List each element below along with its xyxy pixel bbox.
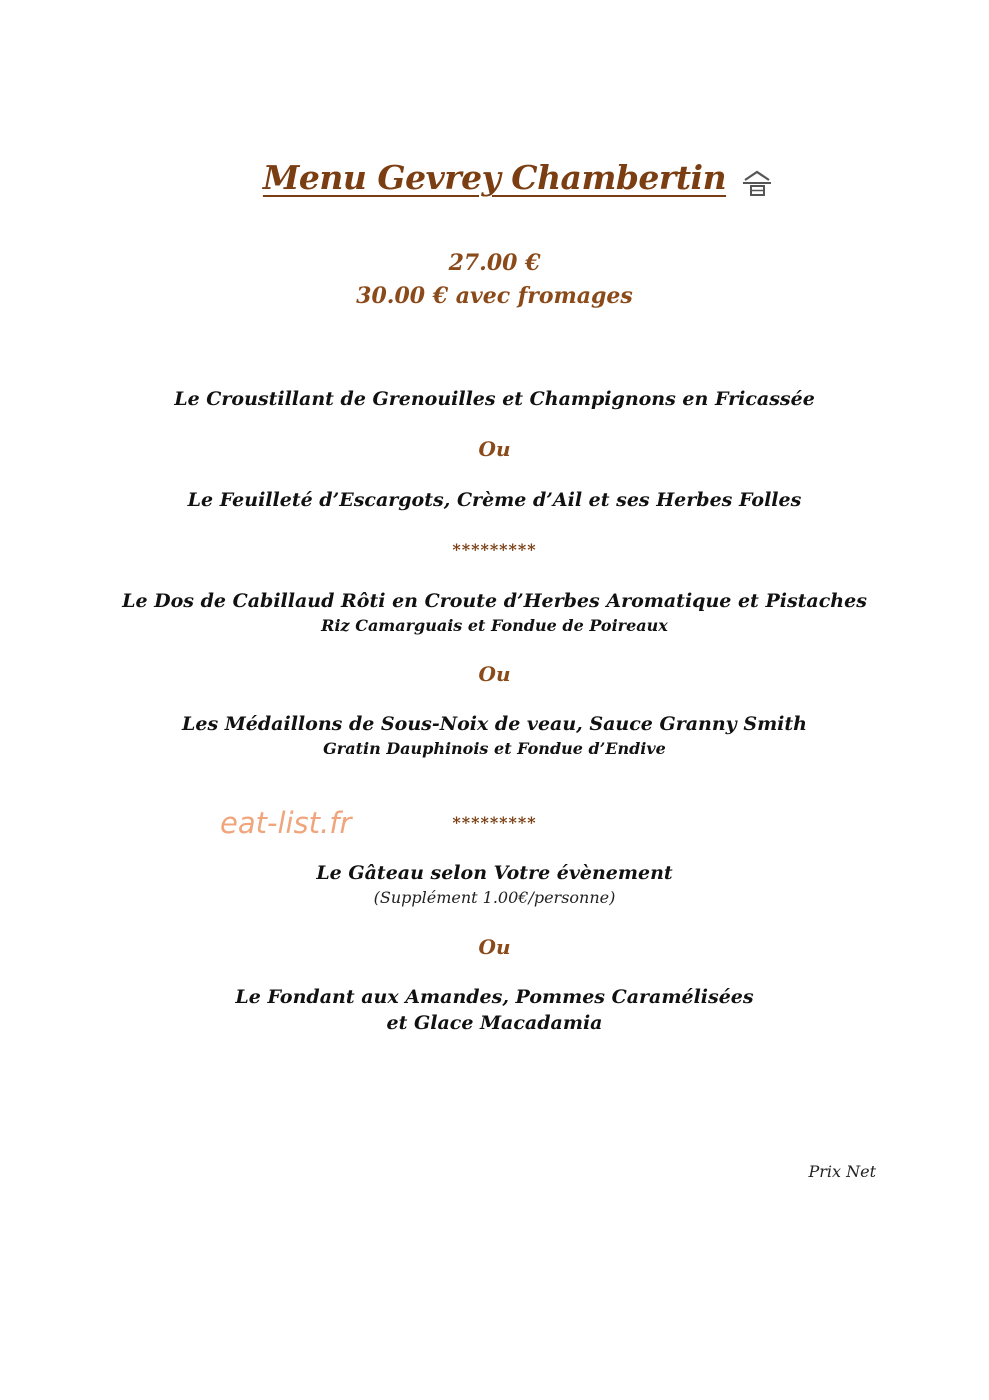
house-icon — [741, 168, 773, 198]
menu-price-with-cheese: 30.00 € avec fromages — [356, 283, 633, 309]
dessert-2-line1: Le Fondant aux Amandes, Pommes Caramélisées — [235, 986, 754, 1008]
starter-1: Le Croustillant de Grenouilles et Champignons en Fricassée — [174, 388, 815, 410]
dessert-1-note: (Supplément 1.00€/personne) — [373, 888, 616, 907]
main-1-side: Riz Camarguais et Fondue de Poireaux — [321, 616, 668, 635]
separator-1: ********* — [452, 540, 537, 559]
separator-2: ********* — [452, 813, 537, 832]
starter-2: Le Feuilleté d’Escargots, Crème d’Ail et ses Herbes Folles — [187, 489, 802, 511]
menu-price: 27.00 € — [448, 250, 541, 276]
main-2-name: Les Médaillons de Sous-Noix de veau, Sauce Granny Smith — [182, 713, 807, 735]
or-label-starters: Ou — [478, 437, 511, 461]
menu-title-text: Menu Gevrey Chambertin — [262, 158, 727, 197]
main-1-name: Le Dos de Cabillaud Rôti en Croute d’Herbes Aromatique et Pistaches — [122, 590, 867, 612]
or-label-mains: Ou — [478, 662, 511, 686]
menu-title — [0, 158, 989, 197]
main-2-side: Gratin Dauphinois et Fondue d’Endive — [323, 739, 666, 758]
dessert-1-name: Le Gâteau selon Votre évènement — [316, 862, 673, 884]
prix-net-label: Prix Net — [808, 1162, 876, 1181]
dessert-2-line2: et Glace Macadamia — [386, 1012, 603, 1034]
watermark: eat-list.fr — [220, 806, 352, 840]
or-label-desserts: Ou — [478, 935, 511, 959]
